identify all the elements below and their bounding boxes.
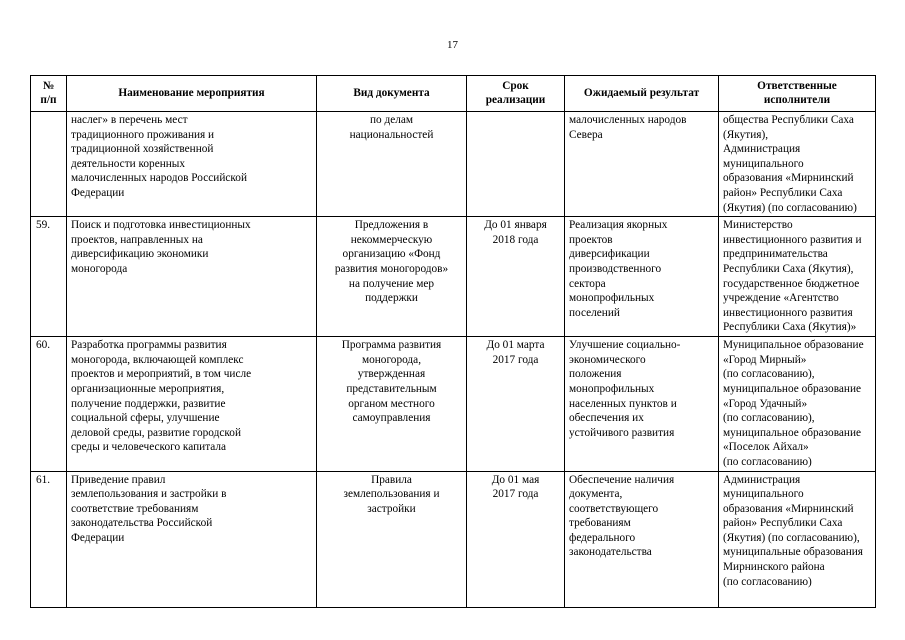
row-name bbox=[67, 471, 317, 607]
cell-text-line: инвестиционного развития bbox=[723, 306, 853, 319]
table-row bbox=[31, 471, 876, 607]
row-document bbox=[317, 112, 467, 217]
row-term bbox=[467, 112, 565, 217]
header-number bbox=[31, 76, 67, 112]
cell-text-line: национальностей bbox=[349, 128, 434, 141]
cell-text-line: законодательства bbox=[569, 546, 652, 559]
cell-text-line: моногорода bbox=[71, 262, 128, 275]
header-responsible bbox=[719, 76, 876, 112]
cell-text-line: (Якутия) (по согласованию), bbox=[723, 531, 860, 544]
cell-text-line: Республики Саха (Якутия)» bbox=[723, 321, 857, 334]
cell-text-line: До 01 мая bbox=[491, 473, 540, 486]
row-name bbox=[67, 217, 317, 337]
cell-text-line: наслег» в перечень мест bbox=[71, 114, 188, 126]
cell-text-line: До 01 марта bbox=[486, 339, 545, 352]
cell-text-line: Обеспечение наличия bbox=[569, 473, 675, 486]
cell-text-line: производственного bbox=[569, 262, 662, 275]
cell-text-line: муниципальное образование bbox=[723, 382, 862, 395]
cell-text-line: район» Республики Саха bbox=[723, 517, 843, 530]
table-row bbox=[31, 112, 876, 217]
row-document bbox=[317, 217, 467, 337]
row-name bbox=[67, 337, 317, 471]
cell-text-line: Мирнинского района bbox=[723, 561, 825, 574]
cell-text-line: (по согласованию) bbox=[723, 575, 812, 588]
page-number: 17 bbox=[447, 39, 458, 51]
cell-text-line: проектов bbox=[569, 233, 613, 246]
cell-text-line: муниципального bbox=[723, 157, 804, 170]
row-result bbox=[565, 112, 719, 217]
cell-text-line: соответствующего bbox=[569, 502, 659, 515]
cell-text-line: на получение мер bbox=[348, 277, 435, 290]
row-number: 60. bbox=[31, 337, 67, 471]
cell-text-line: исполнители bbox=[763, 93, 831, 106]
cell-text-line: Администрация bbox=[723, 143, 801, 156]
cell-text-line: 2017 года bbox=[492, 353, 539, 366]
cell-text-line: реализации bbox=[485, 93, 546, 106]
cell-text-line: «Город Удачный» bbox=[723, 397, 808, 410]
cell-text-line: Поиск и подготовка инвестиционных bbox=[71, 219, 251, 232]
cell-text-line: п/п bbox=[40, 93, 57, 106]
cell-text-line: Наименование мероприятия bbox=[118, 86, 265, 99]
cell-text-line: устойчивого развития bbox=[569, 426, 675, 439]
cell-text-line: социальной сферы, улучшение bbox=[71, 412, 220, 425]
cell-text-line: органом местного bbox=[348, 397, 435, 410]
cell-text-line: утвержденная bbox=[357, 368, 426, 381]
cell-text-line: Севера bbox=[569, 128, 603, 141]
header-result bbox=[565, 76, 719, 112]
cell-text-line: Улучшение социально- bbox=[569, 339, 681, 352]
cell-text-line: «Город Мирный» bbox=[723, 353, 807, 366]
cell-text-line: государственное бюджетное bbox=[723, 277, 860, 290]
cell-text-line: № bbox=[42, 80, 55, 92]
cell-text-line: организацию «Фонд bbox=[342, 248, 441, 261]
table-row bbox=[31, 337, 876, 471]
header-term bbox=[467, 76, 565, 112]
cell-text-line: Разработка программы развития bbox=[71, 339, 227, 352]
cell-text-line: по делам bbox=[369, 114, 414, 126]
cell-text-line: монопрофильных bbox=[569, 382, 655, 395]
cell-text-line: монопрофильных bbox=[569, 292, 655, 305]
cell-text-line: землепользования и bbox=[343, 488, 440, 501]
row-responsible bbox=[719, 337, 876, 471]
cell-text-line: общества Республики Саха bbox=[723, 114, 854, 126]
cell-text-line: Ожидаемый результат bbox=[583, 86, 700, 99]
cell-text-line: диверсификацию экономики bbox=[71, 248, 209, 261]
table-row bbox=[31, 217, 876, 337]
cell-text-line: (Якутия), bbox=[723, 128, 769, 141]
cell-text-line: учреждение «Агентство bbox=[723, 292, 839, 305]
row-term bbox=[467, 471, 565, 607]
cell-text-line: моногорода, включающей комплекс bbox=[71, 353, 244, 366]
header-name bbox=[67, 76, 317, 112]
cell-text-line: 2017 года bbox=[492, 488, 539, 501]
cell-text-line: традиционной хозяйственной bbox=[71, 143, 214, 156]
row-result bbox=[565, 337, 719, 471]
cell-text-line: (по согласованию) bbox=[723, 455, 812, 468]
row-term bbox=[467, 337, 565, 471]
cell-text-line: соответствие требованиям bbox=[71, 502, 199, 515]
row-number: 61. bbox=[31, 471, 67, 607]
cell-text-line: Приведение правил bbox=[71, 473, 166, 486]
cell-text-line: требованиям bbox=[569, 517, 631, 530]
cell-text-line: деятельности коренных bbox=[71, 157, 186, 170]
cell-text-line: экономического bbox=[569, 353, 646, 366]
cell-text-line: документа, bbox=[569, 488, 623, 501]
cell-text-line: малочисленных народов bbox=[569, 114, 687, 126]
cell-text-line: Администрация bbox=[723, 473, 801, 486]
cell-text-line: поселений bbox=[569, 306, 620, 319]
cell-text-line: инвестиционного развития и bbox=[723, 233, 862, 246]
header-document bbox=[317, 76, 467, 112]
cell-text-line: застройки bbox=[367, 502, 416, 515]
row-responsible bbox=[719, 217, 876, 337]
row-responsible bbox=[719, 112, 876, 217]
cell-text-line: Предложения в bbox=[354, 219, 429, 232]
row-responsible bbox=[719, 471, 876, 607]
cell-text-line: проектов, направленных на bbox=[71, 233, 203, 246]
cell-text-line: получение поддержки, развитие bbox=[71, 397, 226, 410]
cell-text-line: сектора bbox=[569, 277, 606, 290]
cell-text-line: деловой среды, развитие городской bbox=[71, 426, 242, 439]
cell-text-line: федерального bbox=[569, 531, 636, 544]
cell-text-line: традиционного проживания и bbox=[71, 128, 215, 141]
cell-text-line: «Поселок Айхал» bbox=[723, 441, 809, 454]
cell-text-line: До 01 января bbox=[484, 219, 547, 232]
row-document bbox=[317, 471, 467, 607]
cell-text-line: Министерство bbox=[723, 219, 793, 232]
cell-text-line: поддержки bbox=[365, 292, 418, 305]
cell-text-line: Федерации bbox=[71, 186, 125, 199]
cell-text-line: район» Республики Саха bbox=[723, 186, 843, 199]
cell-text-line: представительным bbox=[346, 382, 437, 395]
cell-text-line: Республики Саха (Якутия), bbox=[723, 262, 854, 275]
row-number bbox=[31, 112, 67, 217]
row-result bbox=[565, 217, 719, 337]
cell-text-line: Срок bbox=[502, 80, 529, 92]
cell-text-line: обеспечения их bbox=[569, 412, 644, 425]
cell-text-line: муниципальные образования bbox=[723, 546, 863, 559]
cell-text-line: землепользования и застройки в bbox=[71, 488, 227, 501]
cell-text-line: развития моногородов» bbox=[334, 262, 449, 275]
row-document bbox=[317, 337, 467, 471]
cell-text-line: (по согласованию), bbox=[723, 412, 815, 425]
row-result bbox=[565, 471, 719, 607]
table-header-row bbox=[31, 76, 876, 112]
cell-text-line: населенных пунктов и bbox=[569, 397, 677, 410]
cell-text-line: Ответственные bbox=[757, 80, 837, 92]
cell-text-line: моногорода, bbox=[361, 353, 422, 366]
cell-text-line: 2018 года bbox=[492, 233, 539, 246]
cell-text-line: Реализация якорных bbox=[569, 219, 668, 232]
cell-text-line: Программа развития bbox=[341, 339, 442, 352]
cell-text-line: Правила bbox=[371, 473, 412, 486]
cell-text-line: положения bbox=[569, 368, 622, 381]
cell-text-line: проектов и мероприятий, в том числе bbox=[71, 368, 252, 381]
cell-text-line: образования «Мирнинский bbox=[723, 172, 854, 185]
cell-text-line: некоммерческую bbox=[350, 233, 433, 246]
row-number: 59. bbox=[31, 217, 67, 337]
cell-text-line: Муниципальное образование bbox=[723, 339, 864, 352]
row-term bbox=[467, 217, 565, 337]
cell-text-line: (Якутия) (по согласованию) bbox=[723, 201, 857, 214]
row-name bbox=[67, 112, 317, 217]
cell-text-line: Вид документа bbox=[353, 86, 430, 99]
cell-text-line: законодательства Российской bbox=[71, 517, 213, 530]
cell-text-line: образования «Мирнинский bbox=[723, 502, 854, 515]
cell-text-line: Федерации bbox=[71, 531, 125, 544]
cell-text-line: муниципальное образование bbox=[723, 426, 862, 439]
measures-table bbox=[30, 75, 876, 608]
cell-text-line: организационные мероприятия, bbox=[71, 382, 225, 395]
cell-text-line: предпринимательства bbox=[723, 248, 828, 261]
cell-text-line: (по согласованию), bbox=[723, 368, 815, 381]
cell-text-line: диверсификации bbox=[569, 248, 650, 261]
cell-text-line: самоуправления bbox=[352, 412, 431, 425]
cell-text-line: среды и человеческого капитала bbox=[71, 441, 227, 454]
cell-text-line: муниципального bbox=[723, 488, 804, 501]
cell-text-line: малочисленных народов Российской bbox=[71, 172, 247, 185]
